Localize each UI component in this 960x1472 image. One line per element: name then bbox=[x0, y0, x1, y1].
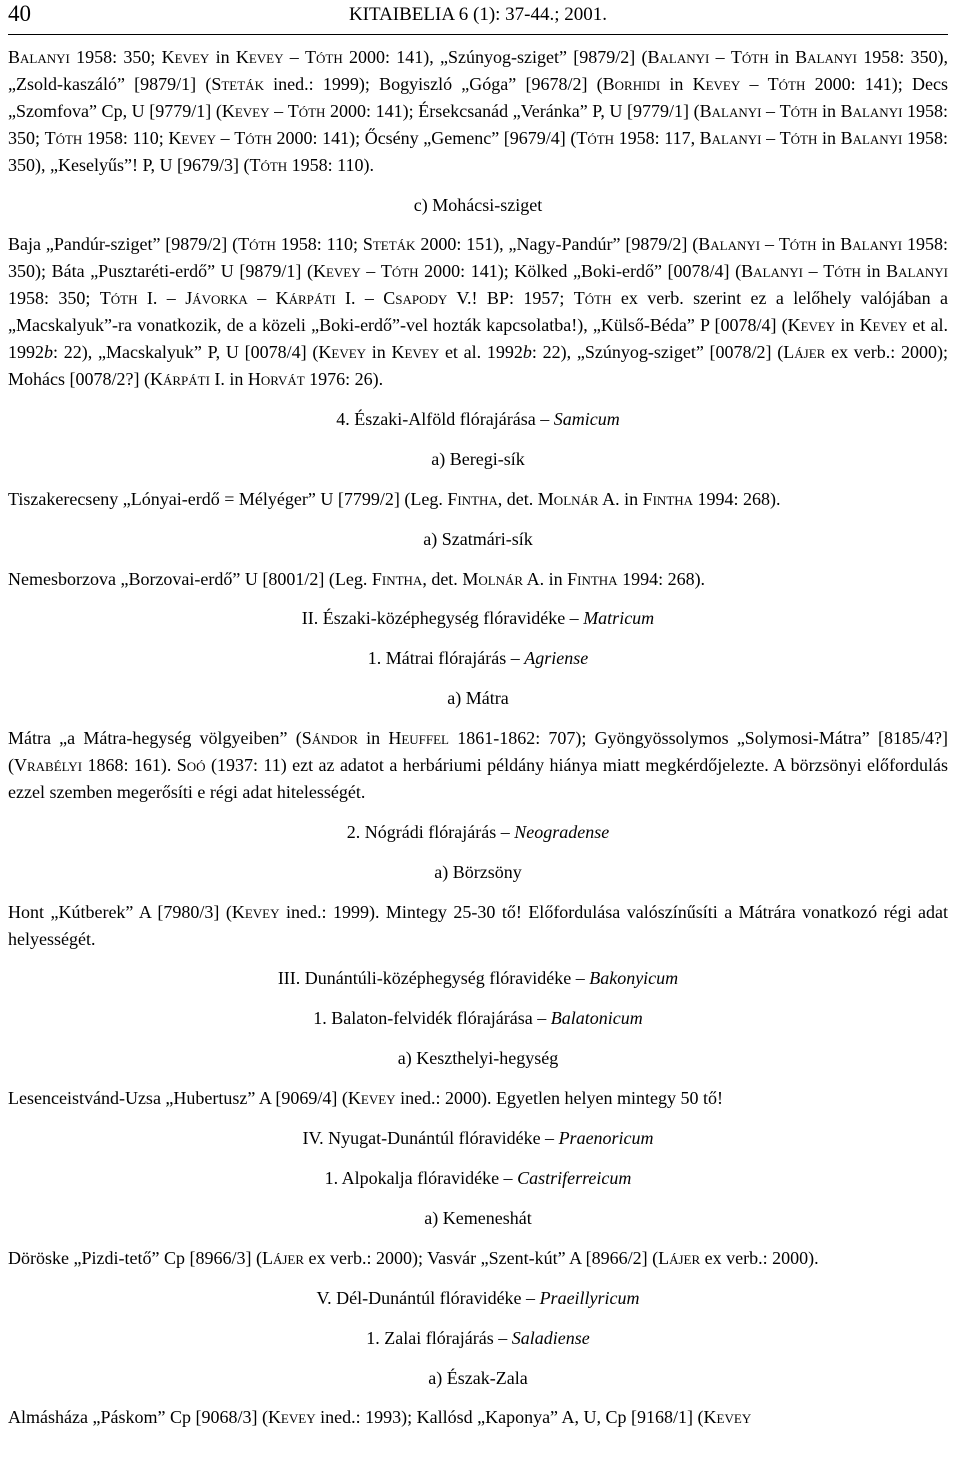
section-heading: a) Keszthelyi-hegység bbox=[397, 1048, 559, 1069]
paragraph: Döröske „Pizdi-tető” Cp [8966/3] (Lájer ex verb.: 2000); Vasvár „Szent-kút” A [8966/2] (Lájer ex verb.: 2000). bbox=[8, 1247, 819, 1268]
page-header bbox=[8, 0, 948, 35]
section-heading: a) Beregi-sík bbox=[431, 448, 525, 469]
section-heading: V. Dél-Dunántúl flóravidéke – Praeillyricum bbox=[316, 1287, 640, 1308]
paragraph: Lesenceistvánd-Uzsa „Hubertusz” A [9069/4] (Kevey ined.: 2000). Egyetlen helyen mintegy 50 tő! bbox=[8, 1088, 723, 1109]
section-heading: 1. Alpokalja flóravidéke – Castriferreicum bbox=[324, 1168, 632, 1188]
paragraph: Mátra „a Mátra-hegység völgyeiben” (Sándor in Heuffel 1861-1862: 707); Gyöngyössolymos „Solymosi-Mátra” [8185/4?] (Vrabélyi 1868: 161). Soó (1937: 11) ezt az adatot a herbáriumi példány hiánya miatt megkérdőjelezte. A börzsönyi előfordulás ezzel szemben megerősíti e régi adat hitelességét. bbox=[8, 728, 948, 802]
article-body bbox=[8, 44, 948, 1431]
page-number: 40 bbox=[8, 1, 31, 26]
section-heading: IV. Nyugat-Dunántúl flóravidéke – Praenoricum bbox=[302, 1128, 654, 1149]
paragraph: Almásháza „Páskom” Cp [9068/3] (Kevey ined.: 1993); Kallósd „Kaponya” A, U, Cp [9168/1] (Kevey bbox=[8, 1407, 752, 1428]
paragraph: Hont „Kútberek” A [7980/3] (Kevey ined.: 1999). Mintegy 25-30 tő! Előfordulása valószínűsíti a Mátrára vonatkozó régi adat helyességét. bbox=[8, 901, 949, 949]
section-heading: c) Mohácsi-sziget bbox=[413, 194, 543, 215]
paragraph: Tiszakerecseny „Lónyai-erdő = Mélyéger” U [7799/2] (Leg. Fintha, det. Molnár A. in Fintha 1994: 268). bbox=[8, 488, 781, 509]
section-heading: a) Szatmári-sík bbox=[423, 528, 533, 549]
section-heading: a) Börzsöny bbox=[434, 861, 522, 882]
section-heading: 1. Mátrai flórajárás – Agriense bbox=[367, 648, 589, 669]
section-heading: 2. Nógrádi flórajárás – Neogradense bbox=[346, 821, 610, 842]
section-heading: III. Dunántúli-középhegység flóravidéke – Bakonyicum bbox=[277, 968, 679, 989]
paragraph: Nemesborzova „Borzovai-erdő” U [8001/2] (Leg. Fintha, det. Molnár A. in Fintha 1994: 268). bbox=[8, 568, 706, 589]
paragraph: Baja „Pandúr-sziget” [9879/2] (Tóth 1958: 110; Steták 2000: 151), „Nagy-Pandúr” [9879/2] (Balanyi – Tóth in Balanyi 1958: 350); Báta „Pusztaréti-erdő” U [9879/1] (Kevey – Tóth 2000: 141); Kölked „Boki-erdő” [0078/4] (Balanyi – Tóth in Balanyi 1958: 350; Tóth I. – Jávorka – Kárpáti I. – Csapody V.! BP: 1957; Tóth ex verb. szerint ez a lelőhely valójában a „Macskalyuk”-ra vonatkozik, de a közeli „Boki-erdő”-vel hozták kapcsolatba!), „Külső-Béda” P [0078/4] (Kevey in Kevey et al. 1992b: 22), „Macskalyuk” P, U [0078/4] (Kevey in Kevey et al. 1992b: 22), „Szúnyog-sziget” [0078/2] (Lájer ex verb.: 2000); Mohács [0078/2?] (Kárpáti I. in Horvát 1976: 26). bbox=[8, 234, 949, 389]
section-heading: a) Kemeneshát bbox=[424, 1207, 532, 1228]
section-heading: a) Észak-Zala bbox=[428, 1367, 528, 1388]
section-heading: 1. Balaton-felvidék flórajárása – Balatonicum bbox=[313, 1008, 643, 1029]
section-heading: a) Mátra bbox=[447, 688, 509, 709]
section-heading: 4. Északi-Alföld flórajárása – Samicum bbox=[336, 408, 620, 429]
section-heading: II. Északi-középhegység flóravidéke – Matricum bbox=[301, 608, 655, 629]
section-heading: 1. Zalai flórajárás – Saladiense bbox=[366, 1327, 590, 1348]
paragraph: Balanyi 1958: 350; Kevey in Kevey – Tóth 2000: 141), „Szúnyog-sziget” [9879/2] (Balanyi – Tóth in Balanyi 1958: 350), „Zsold-kaszáló” [9879/1] (Steták ined.: 1999); Bogyiszló „Góga” [9678/2] (Borhidi in Kevey – Tóth 2000: 141); Decs „Szomfova” Cp, U [9779/1] (Kevey – Tóth 2000: 141); Érsekcsanád „Veránka” P, U [9779/1] (Balanyi – Tóth in Balanyi 1958: 350; Tóth 1958: 110; Kevey – Tóth 2000: 141); Őcsény „Gemenc” [9679/4] (Tóth 1958: 117, Balanyi – Tóth in Balanyi 1958: 350), „Keselyűs”! P, U [9679/3] (Tóth 1958: 110). bbox=[8, 47, 949, 175]
journal-citation: KITAIBELIA 6 (1): 37-44.; 2001. bbox=[348, 4, 608, 25]
